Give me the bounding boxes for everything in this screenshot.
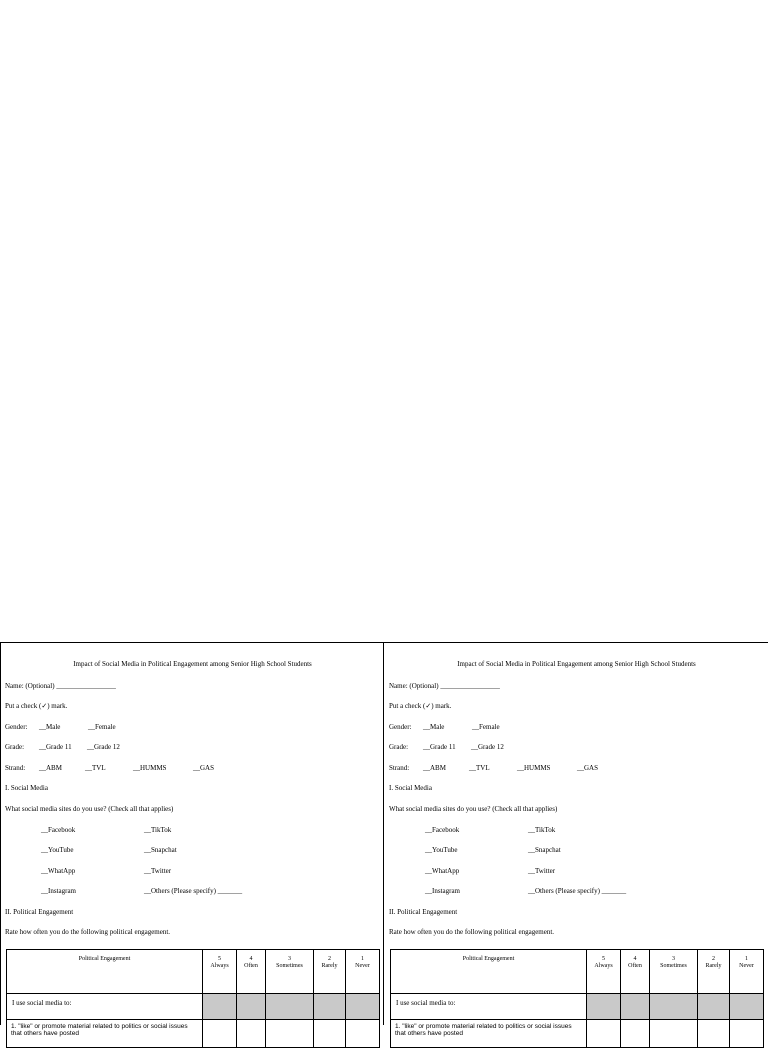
strand-option-abm: __ABM — [423, 764, 446, 772]
gender-option-female: __Female — [88, 723, 116, 731]
rating-cell[interactable] — [730, 1020, 764, 1048]
survey-sheet-left — [1, 643, 384, 1037]
grade-option-11: __Grade 11 — [423, 743, 456, 751]
sm-option-tiktok: __TikTok — [144, 826, 172, 834]
rating-cell[interactable] — [650, 1020, 698, 1048]
strand-option-abm: __ABM — [39, 764, 62, 772]
scale-header-1: 1 Never — [346, 950, 380, 994]
rating-cell[interactable] — [203, 1020, 237, 1048]
sm-option-facebook: __Facebook — [41, 826, 76, 834]
table-item-label: 1. "like" or promote material related to politics or social issues that others have posted — [7, 1020, 203, 1048]
strand-option-humms: __HUMMS — [133, 764, 167, 772]
section2-instruction: Rate how often you do the following political engagement. — [389, 928, 555, 936]
rating-cell[interactable] — [346, 1020, 380, 1048]
strand-option-tvl: __TVL — [85, 764, 106, 772]
sm-option-twitter: __Twitter — [528, 867, 556, 875]
check-instruction: Put a check (✓) mark. — [5, 702, 68, 710]
table-item-label: 1. "like" or promote material related to politics or social issues that others have posted — [391, 1020, 587, 1048]
grade-option-12: __Grade 12 — [471, 743, 504, 751]
scale-header-3: 3 Sometimes — [650, 950, 698, 994]
gender-option-female: __Female — [472, 723, 500, 731]
scale-header-2: 2 Rarely — [314, 950, 346, 994]
table-intro-label: I use social media to: — [391, 994, 587, 1020]
sm-option-whatapp: __WhatApp — [425, 867, 460, 875]
survey-sheet-right — [385, 643, 768, 1037]
scale-header-4: 4 Often — [621, 950, 650, 994]
political-engagement-table — [6, 949, 380, 1048]
scale-header-4: 4 Often — [237, 950, 266, 994]
strand-label: Strand: — [5, 764, 26, 772]
sm-option-others: __Others (Please specify) _______ — [528, 887, 627, 895]
section2-heading: II. Political Engagement — [5, 908, 74, 916]
gender-label: Gender: — [389, 723, 412, 731]
table-header-main: Political Engagement — [391, 950, 587, 994]
sm-option-snapchat: __Snapchat — [144, 846, 177, 854]
check-instruction: Put a check (✓) mark. — [389, 702, 452, 710]
sm-option-youtube: __YouTube — [41, 846, 74, 854]
sm-option-twitter: __Twitter — [144, 867, 172, 875]
table-header-main: Political Engagement — [7, 950, 203, 994]
scale-header-5: 5 Always — [203, 950, 237, 994]
gender-option-male: __Male — [39, 723, 61, 731]
name-field: Name: (Optional) _________________ — [5, 682, 116, 690]
strand-option-tvl: __TVL — [469, 764, 490, 772]
scale-header-1: 1 Never — [730, 950, 764, 994]
table-row — [391, 1020, 764, 1048]
name-field: Name: (Optional) _________________ — [389, 682, 500, 690]
rating-cell[interactable] — [698, 1020, 730, 1048]
strand-label: Strand: — [389, 764, 410, 772]
sm-option-facebook: __Facebook — [425, 826, 460, 834]
grade-label: Grade: — [5, 743, 25, 751]
gender-option-male: __Male — [423, 723, 445, 731]
section2-instruction: Rate how often you do the following political engagement. — [5, 928, 171, 936]
scale-header-2: 2 Rarely — [698, 950, 730, 994]
grade-option-11: __Grade 11 — [39, 743, 72, 751]
sm-option-instagram: __Instagram — [425, 887, 460, 895]
rating-cell[interactable] — [314, 1020, 346, 1048]
strand-option-humms: __HUMMS — [517, 764, 551, 772]
strand-option-gas: __GAS — [577, 764, 599, 772]
survey-title: Impact of Social Media in Political Engagement among Senior High School Students — [457, 660, 696, 668]
sm-option-whatapp: __WhatApp — [41, 867, 76, 875]
grade-option-12: __Grade 12 — [87, 743, 120, 751]
scale-header-3: 3 Sometimes — [266, 950, 314, 994]
political-engagement-table — [390, 949, 764, 1048]
table-row — [7, 994, 380, 1020]
rating-cell[interactable] — [621, 1020, 650, 1048]
section1-heading: I. Social Media — [389, 784, 432, 792]
survey-title: Impact of Social Media in Political Engagement among Senior High School Students — [73, 660, 312, 668]
sm-option-tiktok: __TikTok — [528, 826, 556, 834]
strand-option-gas: __GAS — [193, 764, 215, 772]
sm-option-instagram: __Instagram — [41, 887, 76, 895]
sm-option-youtube: __YouTube — [425, 846, 458, 854]
sm-option-others: __Others (Please specify) _______ — [144, 887, 243, 895]
scale-header-5: 5 Always — [587, 950, 621, 994]
rating-cell[interactable] — [237, 1020, 266, 1048]
table-header-row — [391, 950, 764, 994]
table-intro-label: I use social media to: — [7, 994, 203, 1020]
section1-question: What social media sites do you use? (Check all that applies) — [389, 805, 558, 813]
section2-heading: II. Political Engagement — [389, 908, 458, 916]
table-row — [391, 994, 764, 1020]
section1-question: What social media sites do you use? (Check all that applies) — [5, 805, 174, 813]
sm-option-snapchat: __Snapchat — [528, 846, 561, 854]
table-row — [7, 1020, 380, 1048]
section1-heading: I. Social Media — [5, 784, 48, 792]
gender-label: Gender: — [5, 723, 28, 731]
survey-sheets — [0, 642, 768, 1037]
rating-cell[interactable] — [587, 1020, 621, 1048]
table-header-row — [7, 950, 380, 994]
rating-cell[interactable] — [266, 1020, 314, 1048]
grade-label: Grade: — [389, 743, 409, 751]
